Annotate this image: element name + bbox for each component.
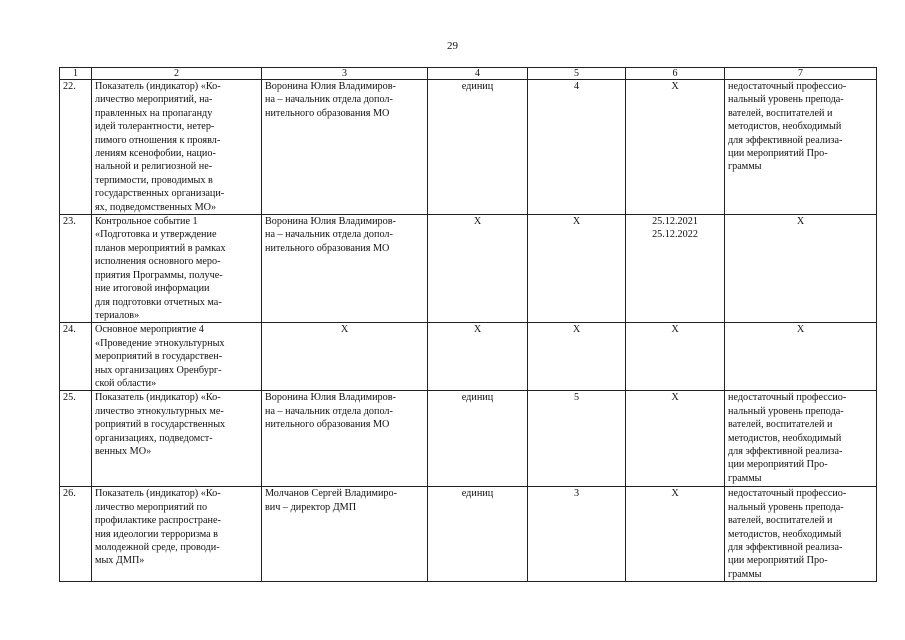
text-line: на – начальник отдела допол- — [265, 94, 393, 106]
text-line: планов мероприятий в рамках — [95, 242, 226, 254]
date-cell — [626, 391, 725, 487]
text-line: для эффективной реализа- — [728, 134, 843, 146]
text-line: Показатель (индикатор) «Ко- — [95, 392, 221, 404]
text-line: «Подготовка и утверждение — [95, 229, 217, 241]
text-line: методистов, необходимый — [728, 432, 842, 444]
header-cell: 2 — [92, 68, 262, 80]
text-line: нальной и религиозной не- — [95, 161, 213, 173]
text-line: Контрольное событие 1 — [95, 216, 198, 228]
text-line: нительного образования МО — [265, 419, 390, 431]
text-line: граммы — [728, 161, 762, 173]
text-line: Воронина Юлия Владимиров- — [265, 81, 396, 92]
responsible-person — [262, 323, 428, 391]
text-line: недостаточный профессио- — [728, 81, 847, 92]
unit-cell: единиц — [428, 487, 528, 582]
text-line: для подготовки отчетных ма- — [95, 296, 222, 308]
text-line: государственных организаци- — [95, 188, 225, 200]
responsible-person — [262, 391, 428, 487]
date-cell — [626, 323, 725, 391]
text-line: Х — [340, 324, 349, 336]
text-line: ния идеологии терроризма в — [95, 528, 218, 540]
text-line: нительного образования МО — [265, 242, 390, 254]
text-line: идей толерантности, нетер- — [95, 121, 215, 133]
text-line: правленных на пропаганду — [95, 107, 213, 119]
value-cell: 5 — [528, 391, 626, 487]
text-line: Показатель (индикатор) «Ко- — [95, 81, 221, 92]
text-line: ции мероприятий Про- — [728, 148, 828, 160]
text-line: Показатель (индикатор) «Ко- — [95, 488, 221, 500]
text-line: Х — [796, 216, 805, 228]
text-line: вич – директор ДМП — [265, 501, 357, 513]
text-line: мых ДМП» — [95, 555, 145, 567]
text-line: Молчанов Сергей Владимиро- — [265, 488, 398, 500]
text-line: недостаточный профессио- — [728, 488, 847, 500]
text-line: Х — [796, 324, 805, 336]
text-line: личество мероприятий по — [95, 501, 208, 513]
responsible-person — [262, 80, 428, 215]
text-line: пимого отношения к проявл- — [95, 134, 221, 146]
responsible-person — [262, 215, 428, 323]
text-line: нальный уровень препода- — [728, 94, 844, 106]
text-line: Х — [671, 488, 679, 500]
row-number: 24. — [60, 323, 92, 391]
risk-cell — [725, 391, 877, 487]
text-line: граммы — [728, 568, 762, 580]
text-line: недостаточный профессио- — [728, 392, 847, 404]
header-cell: 4 — [428, 68, 528, 80]
text-line: приятия Программы, получе- — [95, 269, 223, 281]
row-number: 25. — [60, 391, 92, 487]
text-line: ции мероприятий Про- — [728, 459, 828, 471]
text-line: нальный уровень препода- — [728, 405, 844, 417]
row-number: 23. — [60, 215, 92, 323]
unit-cell: единиц — [428, 80, 528, 215]
risk-cell — [725, 323, 877, 391]
responsible-person — [262, 487, 428, 582]
text-line: ции мероприятий Про- — [728, 555, 828, 567]
value-cell: Х — [528, 215, 626, 323]
text-line: вателей, воспитателей и — [728, 107, 833, 119]
text-line: граммы — [728, 472, 762, 484]
text-line: нальный уровень препода- — [728, 501, 844, 513]
row-number: 22. — [60, 80, 92, 215]
indicator-description — [92, 391, 262, 487]
text-line: методистов, необходимый — [728, 121, 842, 133]
text-line: на – начальник отдела допол- — [265, 229, 393, 241]
text-line: для эффективной реализа- — [728, 541, 843, 553]
text-line: вателей, воспитателей и — [728, 419, 833, 431]
text-line: венных МО» — [95, 445, 152, 457]
text-line: мероприятий в государствен- — [95, 351, 223, 363]
table-row — [60, 487, 877, 582]
text-line: лениям ксенофобии, нацио- — [95, 148, 216, 160]
indicator-description — [92, 80, 262, 215]
text-line: профилактике распростране- — [95, 515, 221, 527]
program-table — [59, 67, 877, 582]
unit-cell: Х — [428, 323, 528, 391]
text-line: Основное мероприятие 4 — [95, 324, 204, 336]
table-header-row — [60, 68, 877, 80]
header-cell: 6 — [626, 68, 725, 80]
value-cell: 4 — [528, 80, 626, 215]
header-cell: 7 — [725, 68, 877, 80]
unit-cell: Х — [428, 215, 528, 323]
indicator-description — [92, 323, 262, 391]
risk-cell — [725, 487, 877, 582]
text-line: личество мероприятий, на- — [95, 94, 213, 106]
header-cell: 5 — [528, 68, 626, 80]
date-cell — [626, 487, 725, 582]
table-row — [60, 323, 877, 391]
text-line: методистов, необходимый — [728, 528, 842, 540]
text-line: исполнения основного меро- — [95, 256, 221, 268]
text-line: Х — [671, 392, 679, 404]
text-line: роприятий в государственных — [95, 419, 226, 431]
text-line: териалов» — [95, 309, 140, 321]
row-number: 26. — [60, 487, 92, 582]
text-line: ской области» — [95, 377, 157, 389]
risk-cell — [725, 215, 877, 323]
text-line: для эффективной реализа- — [728, 445, 843, 457]
indicator-description — [92, 215, 262, 323]
text-line: нительного образования МО — [265, 107, 390, 119]
table-row — [60, 80, 877, 215]
table-row — [60, 215, 877, 323]
header-cell: 1 — [60, 68, 92, 80]
date-cell — [626, 215, 725, 323]
date-cell — [626, 80, 725, 215]
risk-cell — [725, 80, 877, 215]
text-line: организациях, подведомст- — [95, 432, 213, 444]
text-line: 25.12.2022 — [652, 229, 698, 241]
value-cell: Х — [528, 323, 626, 391]
unit-cell: единиц — [428, 391, 528, 487]
text-line: Х — [671, 324, 679, 336]
page-number: 29 — [447, 40, 458, 52]
value-cell: 3 — [528, 487, 626, 582]
text-line: «Проведение этнокультурных — [95, 337, 225, 349]
text-line: Воронина Юлия Владимиров- — [265, 216, 396, 228]
text-line: вателей, воспитателей и — [728, 515, 833, 527]
text-line: ных организациях Оренбург- — [95, 364, 222, 376]
text-line: Воронина Юлия Владимиров- — [265, 392, 396, 404]
text-line: Х — [671, 81, 679, 92]
text-line: ние итоговой информации — [95, 283, 210, 295]
header-cell: 3 — [262, 68, 428, 80]
text-line: терпимости, проводимых в — [95, 174, 213, 186]
text-line: ях, подведомственных МО» — [95, 201, 217, 213]
indicator-description — [92, 487, 262, 582]
table-row — [60, 391, 877, 487]
text-line: на – начальник отдела допол- — [265, 405, 393, 417]
text-line: личество этнокультурных ме- — [95, 405, 224, 417]
text-line: 25.12.2021 — [652, 216, 698, 228]
text-line: молодежной среде, проводи- — [95, 541, 220, 553]
